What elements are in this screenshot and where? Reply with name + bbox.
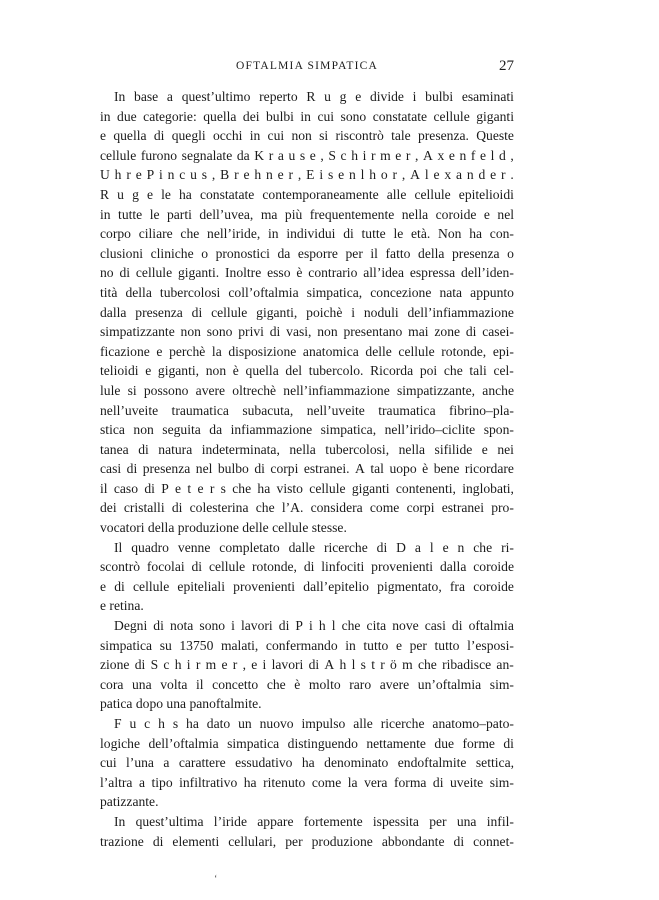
text-line: ficazione e perchè la disposizione anatomica delle cellule rotonde, epi- — [100, 343, 514, 359]
text-line: In quest’ultima l’iride appare fortemente ispessita per una infil- — [114, 813, 514, 829]
text-line: nell’uveite traumatica subacuta, nell’uveite traumatica fibrino–pla- — [100, 402, 514, 418]
text-line: trazione di elementi cellulari, per produzione abbondante di connet- — [100, 833, 514, 849]
text-line: patizzante. — [100, 794, 159, 810]
text-line: in due categorie: quella dei bulbi in cui sono constatate cellule giganti — [100, 108, 514, 124]
text-line: R u g e le ha constatate contemporaneamente alle cellule epitelioidi — [100, 186, 514, 202]
text-line: scontrò focolai di cellule rotonde, di linfociti provenienti dalla coroide — [100, 559, 514, 575]
running-title: OFTALMIA SIMPATICA — [236, 60, 378, 72]
text-line: F u c h s ha dato un nuovo impulso alle ricerche anatomo–pato- — [114, 716, 514, 731]
text-line: vocatori della produzione delle cellule stesse. — [100, 520, 347, 536]
text-line: patica dopo una panoftalmite. — [100, 696, 262, 712]
text-line: logiche dell’oftalmia simpatica distinguendo nettamente due forme di — [100, 735, 514, 751]
text-line: tità della tubercolosi coll’oftalmia simpatica, concezione nata appunto — [100, 284, 514, 300]
text-line: In base a quest’ultimo reperto R u g e divide i bulbi esaminati — [114, 89, 514, 104]
text-line: cellule furono segnalate da K r a u s e , S c h i r m e r , A x e n f e l d , — [100, 147, 514, 163]
text-line: tanea di natura indeterminata, nella tubercolosi, nella sifilide e nei — [100, 441, 514, 457]
page-number: 27 — [499, 58, 514, 74]
text-line: cora una volta il concetto che è molto raro avere un’oftalmia sim- — [100, 676, 514, 692]
text-line: e di cellule epiteliali provenienti dall’epitelio pigmentato, fra coroide — [100, 578, 514, 594]
text-line: l’altra a tipo infiltrativo ha ritenuto come la vera forma di uveite sim- — [100, 774, 514, 790]
text-line: e retina. — [100, 598, 144, 614]
text-line: e quella di quegli occhi in cui non si riscontrò tale presenza. Queste — [100, 128, 514, 144]
text-line: simpatica su 13750 malati, confermando in tutto e per tutto l’esposi- — [100, 637, 514, 653]
text-line: lule si possono avere oltrechè nell’infiammazione simpatizzante, anche — [100, 382, 514, 398]
text-line: no di cellule giganti. Inoltre esso è contrario all’idea espressa dell’iden- — [100, 265, 514, 281]
text-line: dei cristalli di colesterina che l’A. considera come corpi estranei pro- — [100, 500, 514, 516]
text-line: Degni di nota sono i lavori di P i h l che cita nove casi di oftalmia — [114, 618, 514, 634]
text-line: casi di presenza nel bulbo di corpi estranei. A tal uopo è bene ricordare — [100, 461, 514, 477]
text-line: clusioni cliniche o pronostici da esporre per il fatto della presenza o — [100, 245, 514, 261]
text-line: telioidi e giganti, non è quella del tubercolo. Ricorda poi che tali cel- — [100, 363, 514, 379]
text-line: Il quadro venne completato dalle ricerche di D a l e n che ri- — [114, 539, 514, 555]
text-line: stica non seguita da infiammazione simpatica, nell’irido–ciclite spon- — [100, 422, 514, 438]
text-line: in tutte le parti dell’uvea, ma più frequentemente nella coroide e nel — [100, 206, 514, 222]
text-line: dalla presenza di cellule giganti, poichè i noduli dell’infiammazione — [100, 304, 514, 320]
text-line: il caso di P e t e r s che ha visto cellule giganti contenenti, inglobati, — [100, 480, 514, 496]
text-line: U h r e P i n c u s , B r e h n e r , E i s e n l h o r , A l e x a n d e r . — [100, 167, 514, 183]
body-text — [100, 87, 514, 851]
running-head — [100, 58, 514, 78]
text-line: corpo ciliare che nell’iride, in individui di tutte le età. Non ha con- — [100, 226, 514, 242]
stray-mark: ‘ — [214, 874, 218, 885]
text-line: zione di S c h i r m e r , e i lavori di A h l s t r ö m che ribadisce an- — [100, 657, 514, 673]
text-line: cui l’una a carattere essudativo ha denominato endoftalmite settica, — [100, 755, 514, 771]
text-line: simpatizzante non sono privi di vasi, non presentano mai zone di casei- — [100, 324, 514, 340]
